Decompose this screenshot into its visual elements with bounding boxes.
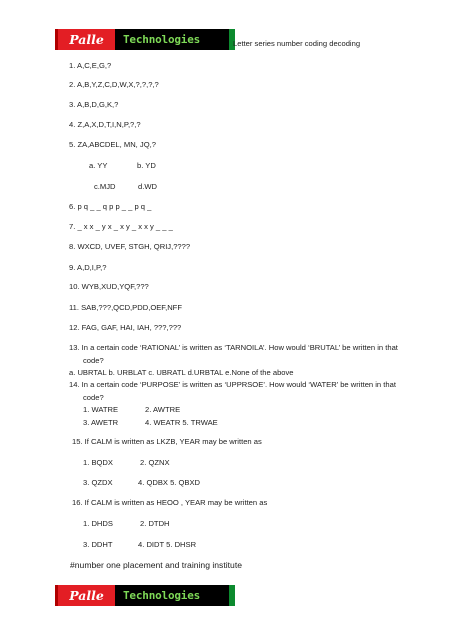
header-logo [55,29,235,50]
question-2: 2. A,B,Y,Z,C,D,W,X,?,?,?,? [69,80,159,89]
q14-option-3: 3. AWETR [83,418,119,427]
footer-tagline: #number one placement and training institute [70,560,242,570]
question-8: 8. WXCD, UVEF, STGH, QRIJ,???? [69,242,191,251]
q5-option-b: b. YD [137,161,156,170]
footer-logo-black-block: Technologies [115,585,229,606]
question-14-continued: code? [83,393,104,402]
question-12: 12. FAG, GAF, HAI, IAH, ???,??? [69,323,182,332]
question-16: 16. If CALM is written as HEOO , YEAR may be written as [72,498,268,507]
question-5: 5. ZA,ABCDEL, MN, JQ,? [69,140,156,149]
logo-black-block: Technologies [115,29,229,50]
q16-options-4-5: 4. DIDT 5. DHSR [138,540,197,549]
q15-options-4-5: 4. QDBX 5. QBXD [138,478,201,487]
q15-option-3: 3. QZDX [83,478,113,487]
q5-option-d: d.WD [138,182,157,191]
question-7: 7. _ x x _ y x _ x y _ x x y _ _ _ [69,222,173,231]
question-6: 6. p q _ _ q p p _ _ p q _ [69,202,152,211]
question-10: 10. WYB,XUD,YQF,??? [69,282,149,291]
q16-option-2: 2. DTDH [140,519,170,528]
question-3: 3. A,B,D,G,K,? [69,100,119,109]
q16-option-3: 3. DDHT [83,540,113,549]
question-15: 15. If CALM is written as LKZB, YEAR may be written as [72,437,262,446]
q14-options-4-5: 4. WEATR 5. TRWAE [145,418,218,427]
question-11: 11. SAB,???,QCD,PDD,OEF,NFF [69,303,182,312]
q15-option-2: 2. QZNX [140,458,170,467]
q5-option-c: c.MJD [94,182,116,191]
q14-option-2: 2. AWTRE [145,405,181,414]
question-14: 14. In a certain code ‘PURPOSE’ is written as ‘UPPRSOE’. How would ‘WATER’ be written in that [69,380,396,389]
footer-logo [55,585,235,606]
question-13: 13. In a certain code ‘RATIONAL’ is written as ‘TARNOILA’. How would ‘BRUTAL’ be written in that [69,343,398,352]
footer-logo-green-bar [229,585,235,606]
question-13-options: a. UBRTAL b. URBLAT c. UBRATL d.URBTAL e.None of the above [69,368,294,377]
footer-logo-red-block: Palle [55,585,115,606]
q14-option-1: 1. WATRE [83,405,119,414]
q5-option-a: a. YY [89,161,108,170]
question-1: 1. A,C,E,G,? [69,61,112,70]
q15-option-1: 1. BQDX [83,458,113,467]
logo-red-block: Palle [55,29,115,50]
question-9: 9. A,D,I,P,? [69,263,107,272]
page-title: Letter series number coding decoding [233,39,361,48]
q16-option-1: 1. DHDS [83,519,113,528]
question-13-continued: code? [83,356,104,365]
question-4: 4. Z,A,X,D,T,I,N,P,?,? [69,120,141,129]
